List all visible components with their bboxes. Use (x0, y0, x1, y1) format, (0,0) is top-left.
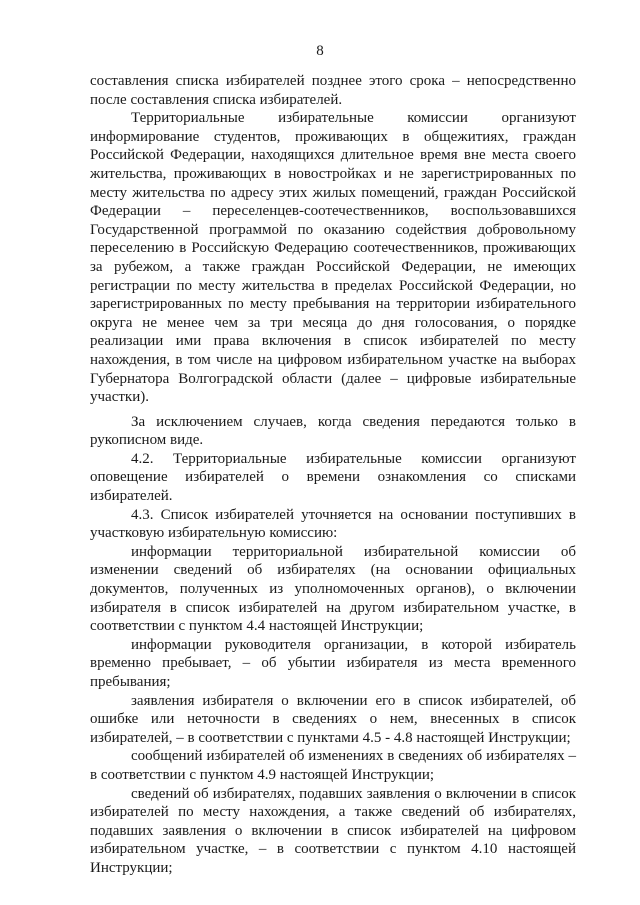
paragraph: составления списка избирателей позднее этого срока – непосредственно после составления списка избирателей. (90, 73, 576, 108)
page-number: 8 (316, 43, 324, 59)
paragraph: информации руководителя организации, в которой избиратель временно пребывает, – об убытии избирателя из места временного пребывания; (90, 636, 576, 690)
paragraph: 4.2. Территориальные избирательные комиссии организуют оповещение избирателей о времени ознакомления со списками избирателей. (90, 450, 576, 505)
document-body (90, 72, 576, 878)
paragraph: сведений об избирателях, подавших заявления о включении в список избирателей по месту нахождения, а также сведений об избирателях, подавших заявления о включении в список избирателей на цифровом избирательном участке, – в соответствии с пунктом 4.10 настоящей Инструкции; (90, 785, 576, 876)
paragraph: сообщений избирателей об изменениях в сведениях об избирателях – в соответствии с пунктом 4.9 настоящей Инструкции; (90, 748, 576, 783)
paragraph: информации территориальной избирательной комиссии об изменении сведений об избирателях (на основании официальных документов, полученных из уполномоченных органов), о включении избирателя в список избирателей на другом избирательном участке, в соответствии с пунктом 4.4 настоящей Инструкции; (90, 543, 576, 635)
paragraph: заявления избирателя о включении его в список избирателей, об ошибке или неточности в сведениях о нем, внесенных в список избирателей, – в соответствии с пунктами 4.5 - 4.8 настоящей Инструкции; (90, 692, 576, 746)
paragraph: За исключением случаев, когда сведения передаются только в рукописном виде. (90, 413, 576, 449)
paragraph: Территориальные избирательные комиссии организуют информирование студентов, проживающих в общежитиях, граждан Российской Федерации, находящихся длительное время вне места своего жительства, проживающих в новостройках и не зарегистрированных по месту жительства по адресу этих жилых помещений, граждан Российской Федерации – переселенцев-соотечественников, воспользовавшихся Государственной программой по оказанию содействия добровольному переселению в Российскую Федерацию соотечественников, проживающих за рубежом, а также граждан Российской Федерации, не имеющих регистрации по месту жительства в пределах Российской Федерации, но зарегистрированных по месту пребывания на территории избирательного округа не менее чем за три месяца до дня голосования, о порядке реализации ими права включения в список избирателей по месту нахождения, в том числе на цифровом избирательном участке на выборах Губернатора Волгоградской области (далее – цифровые избирательные участки). (90, 110, 576, 406)
paragraph: 4.3. Список избирателей уточняется на основании поступивших в участковую избирательную комиссию: (90, 506, 576, 542)
